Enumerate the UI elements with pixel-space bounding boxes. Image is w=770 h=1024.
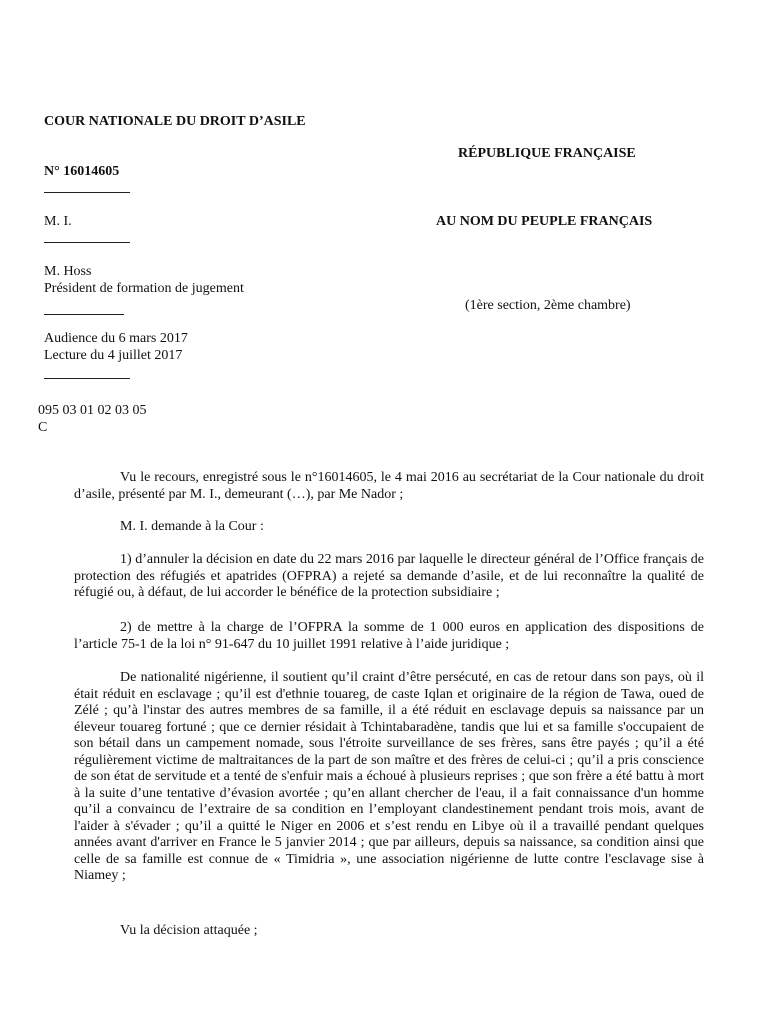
classification-letter: C — [38, 420, 48, 435]
paragraph-request-1: 1) d’annuler la décision en date du 22 mars 2016 par laquelle le directeur général de l’Office français de protection des réfugiés et apatrides (OFPRA) a rejeté sa demande d’asile, et de lui reconnaître la qualité de réfugié ou, à défaut, de lui accorder le bénéfice de la protection subsidiaire ; — [74, 552, 704, 600]
separator-rule — [44, 242, 130, 243]
reading-date: Lecture du 4 juillet 2017 — [44, 348, 183, 363]
hearing-date: Audience du 6 mars 2017 — [44, 331, 188, 346]
paragraph-recours: Vu le recours, enregistré sous le n°16014605, le 4 mai 2016 au secrétariat de la Cour nationale du droit d’asile, présenté par M. I., demeurant (…), par Me Nador ; — [74, 470, 704, 502]
paragraph-demande: M. I. demande à la Cour : — [120, 519, 264, 534]
republic-heading: RÉPUBLIQUE FRANÇAISE — [458, 146, 636, 161]
judge-title: Président de formation de jugement — [44, 281, 244, 296]
court-name: COUR NATIONALE DU DROIT D’ASILE — [44, 114, 306, 129]
paragraph-decision: Vu la décision attaquée ; — [120, 923, 258, 938]
party-name: M. I. — [44, 214, 72, 229]
case-number: N° 16014605 — [44, 164, 120, 179]
separator-rule — [44, 378, 130, 379]
classification-code: 095 03 01 02 03 05 — [38, 403, 147, 418]
separator-rule — [44, 314, 124, 315]
paragraph-arguments: De nationalité nigérienne, il soutient qu’il craint d’être persécuté, en cas de retour dans son pays, où il était réduit en esclavage ; qu’il est d'ethnie touareg, de caste Iqlan et originaire de la région de Tawa, oued de Zélé ; qu’à l'instar des autres membres de sa famille, il a été réduit en esclavage depuis sa naissance par un éleveur touareg fortuné ; que ce dernier résidait à Tchintabaradène, tandis que lui et sa famille s'occupaient de son bétail dans un campement nomade, sous l'étroite surveillance de ses frères, sans être payés ; qu’il a été régulièrement victime de maltraitances de la part de son maître et des frères de celui-ci ; qu’il a pris conscience de son état de servitude et a tenté de s'enfuir mais a échoué à plusieurs reprises ; que son frère a été battu à mort à la suite d’une tentative d’évasion avortée ; qu’en allant chercher de l'eau, il a fait connaissance d'un homme qu’il a convaincu de l’extraire de sa condition en l’employant clandestinement pendant trois mois, avant de l'aider à s'évader ; qu’il a quitté le Niger en 2006 et s’est rendu en Libye où il a travaillé pendant quelques années avant d'arriver en France le 5 janvier 2014 ; que par ailleurs, depuis sa naissance, sa condition ainsi que celle de sa famille est connue de « Timidria », une association nigérienne de lutte contre l'esclavage sise à Niamey ; — [74, 670, 704, 883]
people-heading: AU NOM DU PEUPLE FRANÇAIS — [436, 214, 653, 229]
chamber-section: (1ère section, 2ème chambre) — [465, 298, 631, 313]
paragraph-request-2: 2) de mettre à la charge de l’OFPRA la somme de 1 000 euros en application des dispositions de l’article 75-1 de la loi n° 91-647 du 10 juillet 1991 relative à l’aide juridique ; — [74, 620, 704, 652]
judge-name: M. Hoss — [44, 264, 92, 279]
separator-rule — [44, 192, 130, 193]
